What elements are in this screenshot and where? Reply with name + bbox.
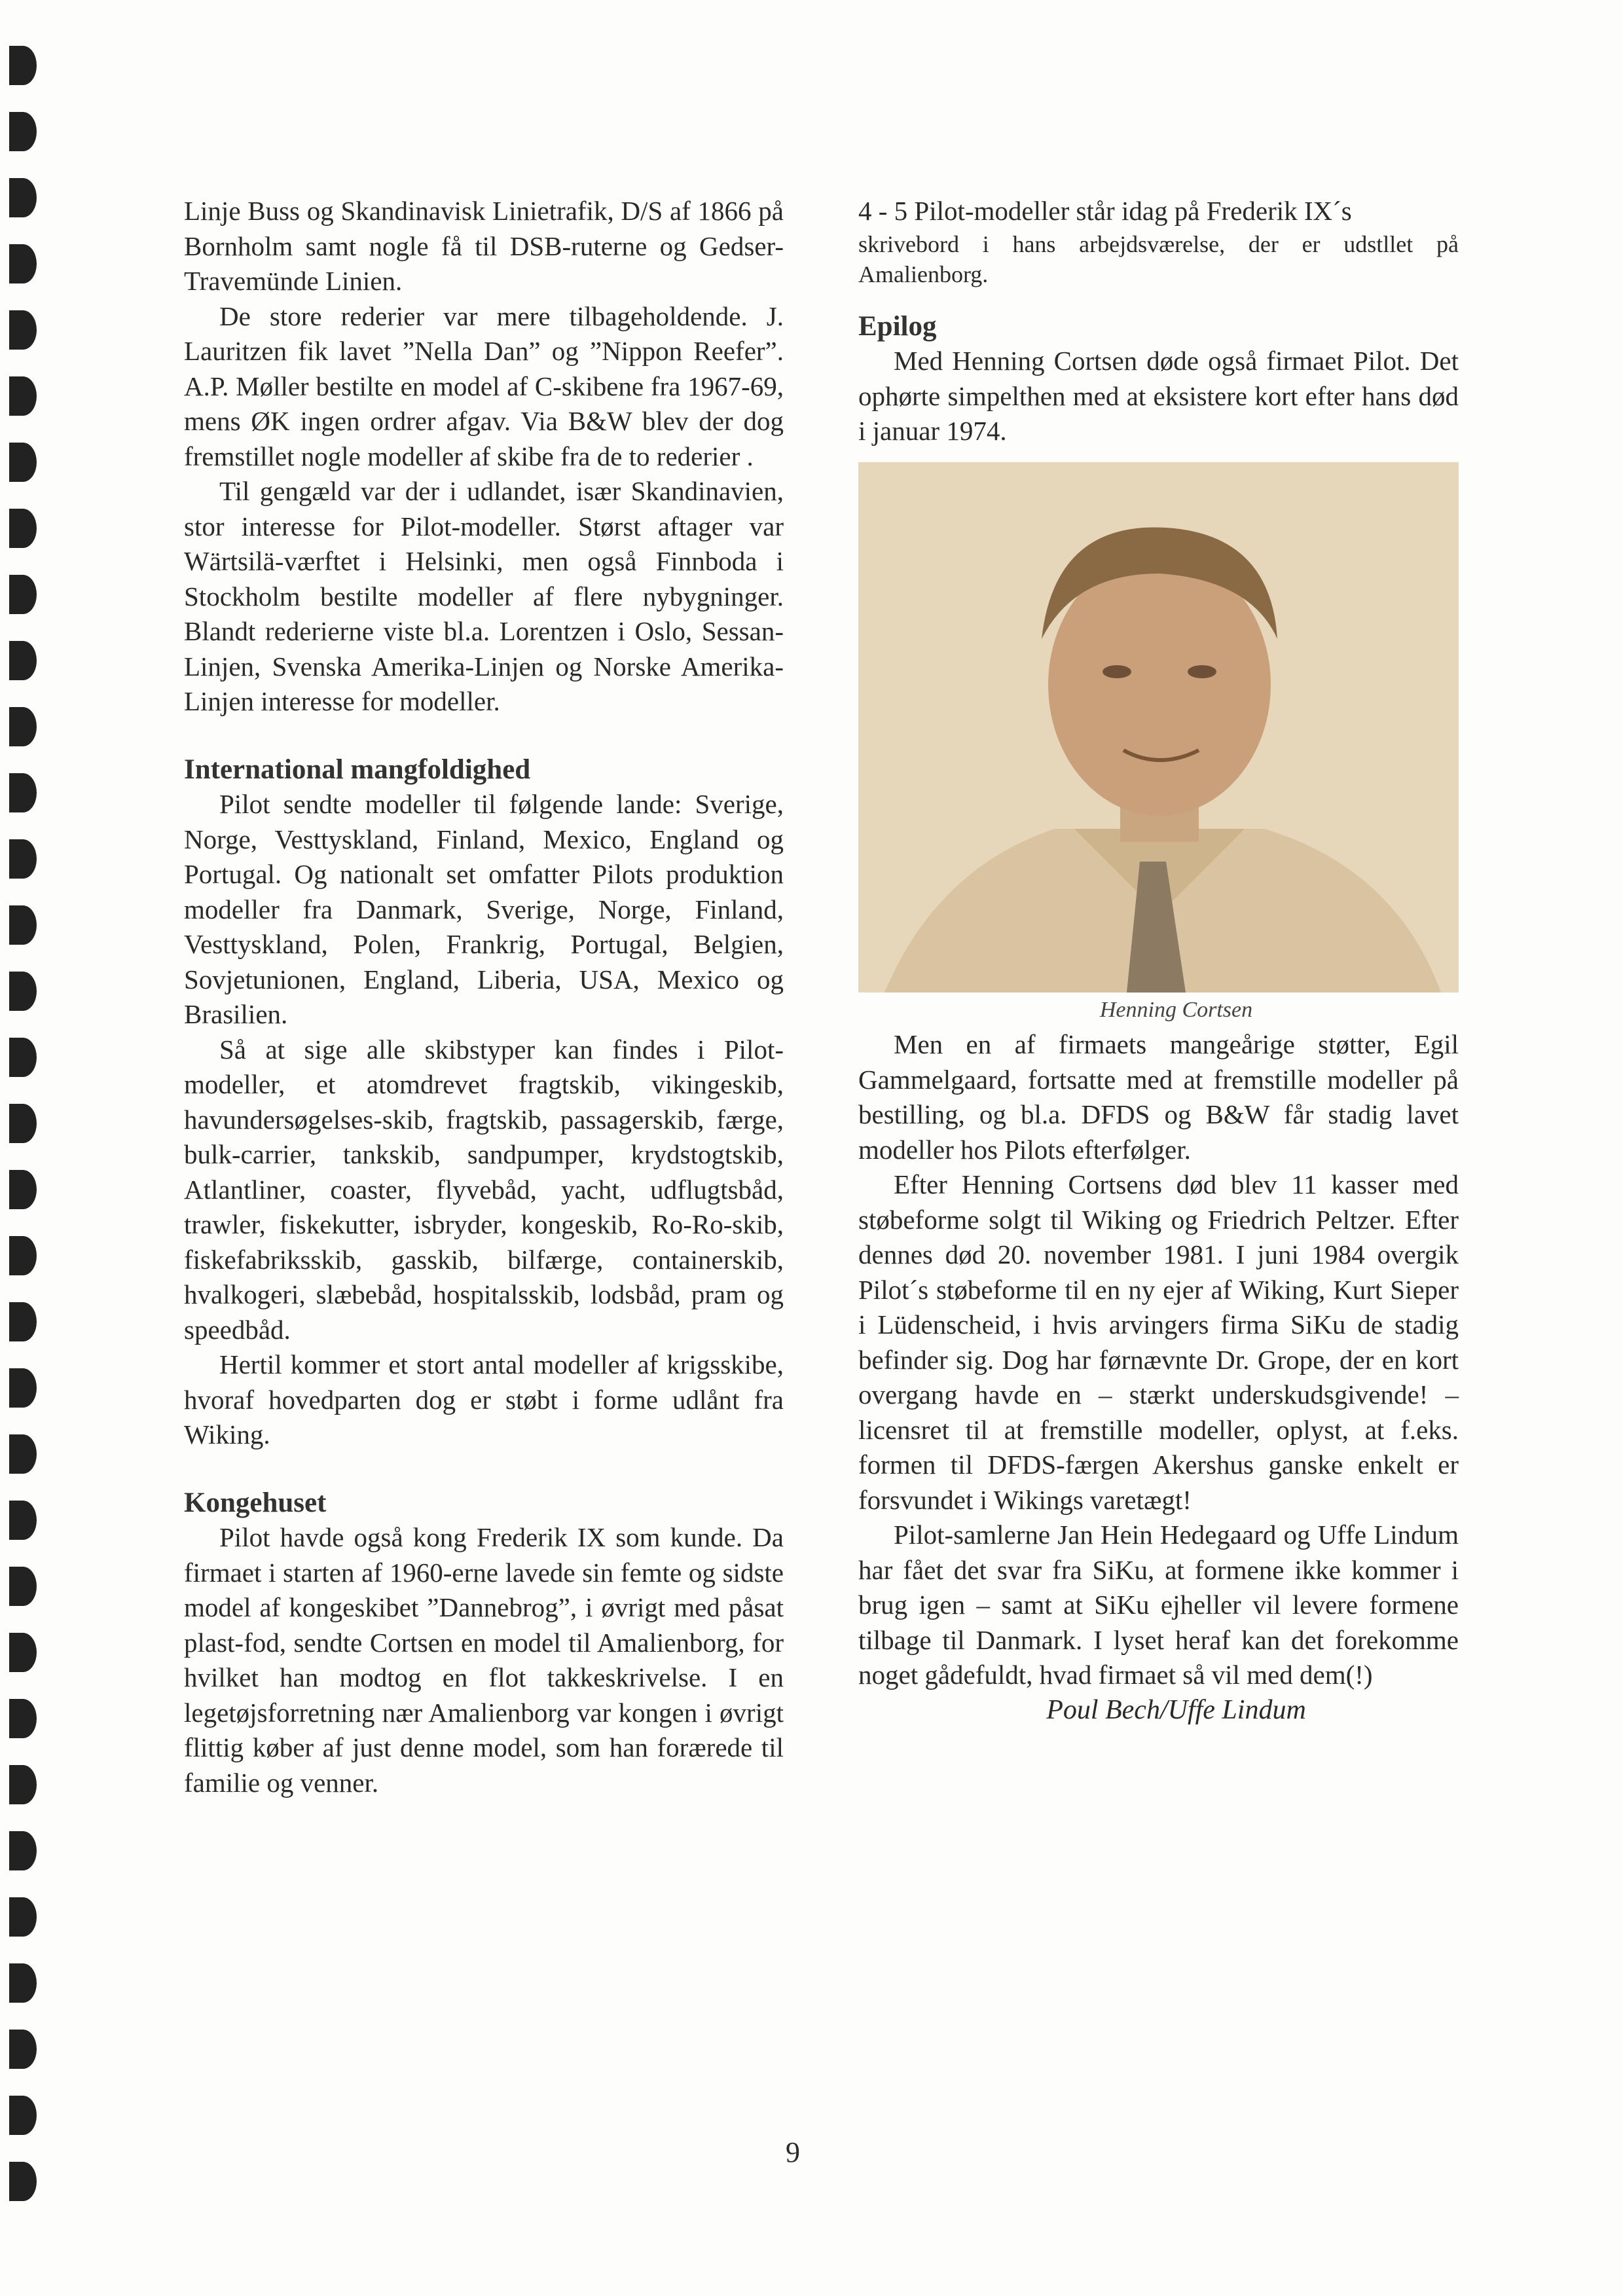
binding-hole [9,1501,37,1540]
binding-hole [9,1765,37,1804]
portrait-photo [858,462,1459,993]
binding-hole [9,707,37,746]
binding-hole [9,244,37,283]
binding-hole [9,1897,37,1937]
binding-hole [9,1236,37,1275]
binding-hole [9,178,37,217]
binding-hole [9,2162,37,2201]
binding-hole [9,839,37,879]
portrait-image [858,462,1459,993]
page-number: 9 [786,2136,800,2168]
paragraph: Men en af firmaets mangeårige støtter, Egil Gammelgaard, fortsatte med at fremstille modeller på bestilling, og bl.a. DFDS og B&W får stadig lavet modeller hos Pilots efterfølger. [858,1029,1459,1165]
paragraph: Pilot-samlerne Jan Hein Hedegaard og Uffe Lindum har fået det svar fra SiKu, at formene ikke kommer i brug igen – samt at SiKu ejheller vil levere formene tilbage til Danmark. I lyset heraf kan det forekomme noget gådefuldt, hvad firmaet så vil med dem(!) [858,1520,1459,1690]
paragraph: 4 - 5 Pilot-modeller står idag på Frederik IX´s [858,196,1352,226]
binding-hole [9,773,37,812]
paragraph: Hertil kommer et stort antal modeller af krigsskibe, hvoraf hovedparten dog er støbt i forme udlånt fra Wiking. [184,1349,784,1449]
section-heading: Epilog [858,310,937,342]
binding-hole [9,1963,37,2003]
paragraph: Pilot havde også kong Frederik IX som kunde. Da firmaet i starten af 1960-erne lavede sin femte og sidste model af kongeskibet ”Dannebrog”, i øvrigt med påsat plast-fod, sendte Cortsen en model til Amalienborg, for hvilket han modtog en flot takkeskrivelse. I en legetøjsforretning nær Amalienborg var kongen i øvrigt flittig køber af just denne model, som han forærede til familie og venner. [184,1522,784,1798]
binding-hole [9,1038,37,1077]
ring-binding-holes [0,0,72,2296]
binding-hole [9,112,37,151]
right-column [858,194,1459,1728]
binding-hole [9,575,37,614]
paragraph: Med Henning Cortsen døde også firmaet Pilot. Det ophørte simpelthen med at eksistere kort efter hans død i januar 1974. [858,346,1459,446]
paragraph: De store rederier var mere tilbageholdende. J. Lauritzen fik lavet ”Nella Dan” og ”Nippon Reefer”. A.P. Møller bestilte en model af C-skibene fra 1967-69, mens ØK ingen ordrer afgav. Via B&W blev der dog fremstillet nogle modeller af skibe fra de to rederier . [184,301,784,471]
binding-hole [9,443,37,482]
binding-hole [9,46,37,85]
paragraph: skrivebord i hans arbejdsværelse, der er udstllet på Amalienborg. [858,230,1459,287]
binding-hole [9,905,37,945]
binding-hole [9,2096,37,2135]
binding-hole [9,1302,37,1341]
paragraph: Linje Buss og Skandinavisk Linietrafik, D/S af 1866 på Bornholm samt nogle få til DSB-ruterne og Gedser-Travemünde Linien. [184,196,784,296]
binding-hole [9,376,37,416]
binding-hole [9,1831,37,1870]
binding-hole [9,310,37,350]
section-heading: Kongehuset [184,1487,327,1518]
binding-hole [9,1699,37,1738]
paragraph: Efter Henning Cortsens død blev 11 kasser med støbeforme solgt til Wiking og Friedrich Peltzer. Efter dennes død 20. november 1981. I juni 1984 overgik Pilot´s støbeforme til en ny ejer af Wiking, Kurt Sieper i Lüdenscheid, i hvis arvingers firma SiKu de stadig befinder sig. Dog har førnævnte Dr. Grope, der en kort overgang havde en – stærkt underskudsgivende! – licensret til at fremstille modeller, oplyst, at f.eks. formen til DFDS-færgen Akershus ganske enkelt er forsvundet i Wikings varetægt! [858,1169,1459,1515]
paragraph: Til gengæld var der i udlandet, især Skandinavien, stor interesse for Pilot-modeller. Størst aftager var Wärtsilä-værftet i Helsinki, men også Finnboda i Stockholm bestilte modeller af flere nybygninger. Blandt rederierne viste bl.a. Lorentzen i Oslo, Sessan-Linjen, Svenska Amerika-Linjen og Norske Amerika-Linjen interesse for modeller. [184,476,784,716]
binding-hole [9,1633,37,1672]
photo-caption: Henning Cortsen [1099,997,1253,1022]
paragraph: Pilot sendte modeller til følgende lande: Sverige, Norge, Vesttyskland, Finland, Mexico, England og Portugal. Og nationalt set omfatter Pilots produktion modeller fra Danmark, Sverige, Norge, Finland, Vesttyskland, Polen, Frankrig, Portugal, Belgien, Sovjetunionen, England, Liberia, USA, Mexico og Brasilien. [184,789,784,1029]
binding-hole [9,972,37,1011]
paragraph: Så at sige alle skibstyper kan findes i Pilot-modeller, et atomdrevet fragtskib, vikingeskib, havundersøgelses-skib, fragtskib, passagerskib, færge, bulk-carrier, tankskib, sandpumper, krydstogtskib, Atlantliner, coaster, flyvebåd, yacht, udflugtsbåd, trawler, fiskekutter, isbryder, kongeskib, Ro-Ro-skib, fiskefabriksskib, gasskib, bilfærge, containerskib, hvalkogeri, slæbebåd, hospitalsskib, lodsbåd, pram og speedbåd. [184,1034,784,1345]
binding-hole [9,1170,37,1209]
binding-hole [9,1104,37,1143]
binding-hole [9,641,37,680]
left-column [184,194,784,1800]
binding-hole [9,509,37,548]
section-heading: International mangfoldighed [184,754,531,785]
binding-hole [9,1368,37,1408]
binding-hole [9,1567,37,1606]
binding-hole [9,1434,37,1474]
author-signature: Poul Bech/Uffe Lindum [1046,1694,1306,1725]
binding-hole [9,2030,37,2069]
